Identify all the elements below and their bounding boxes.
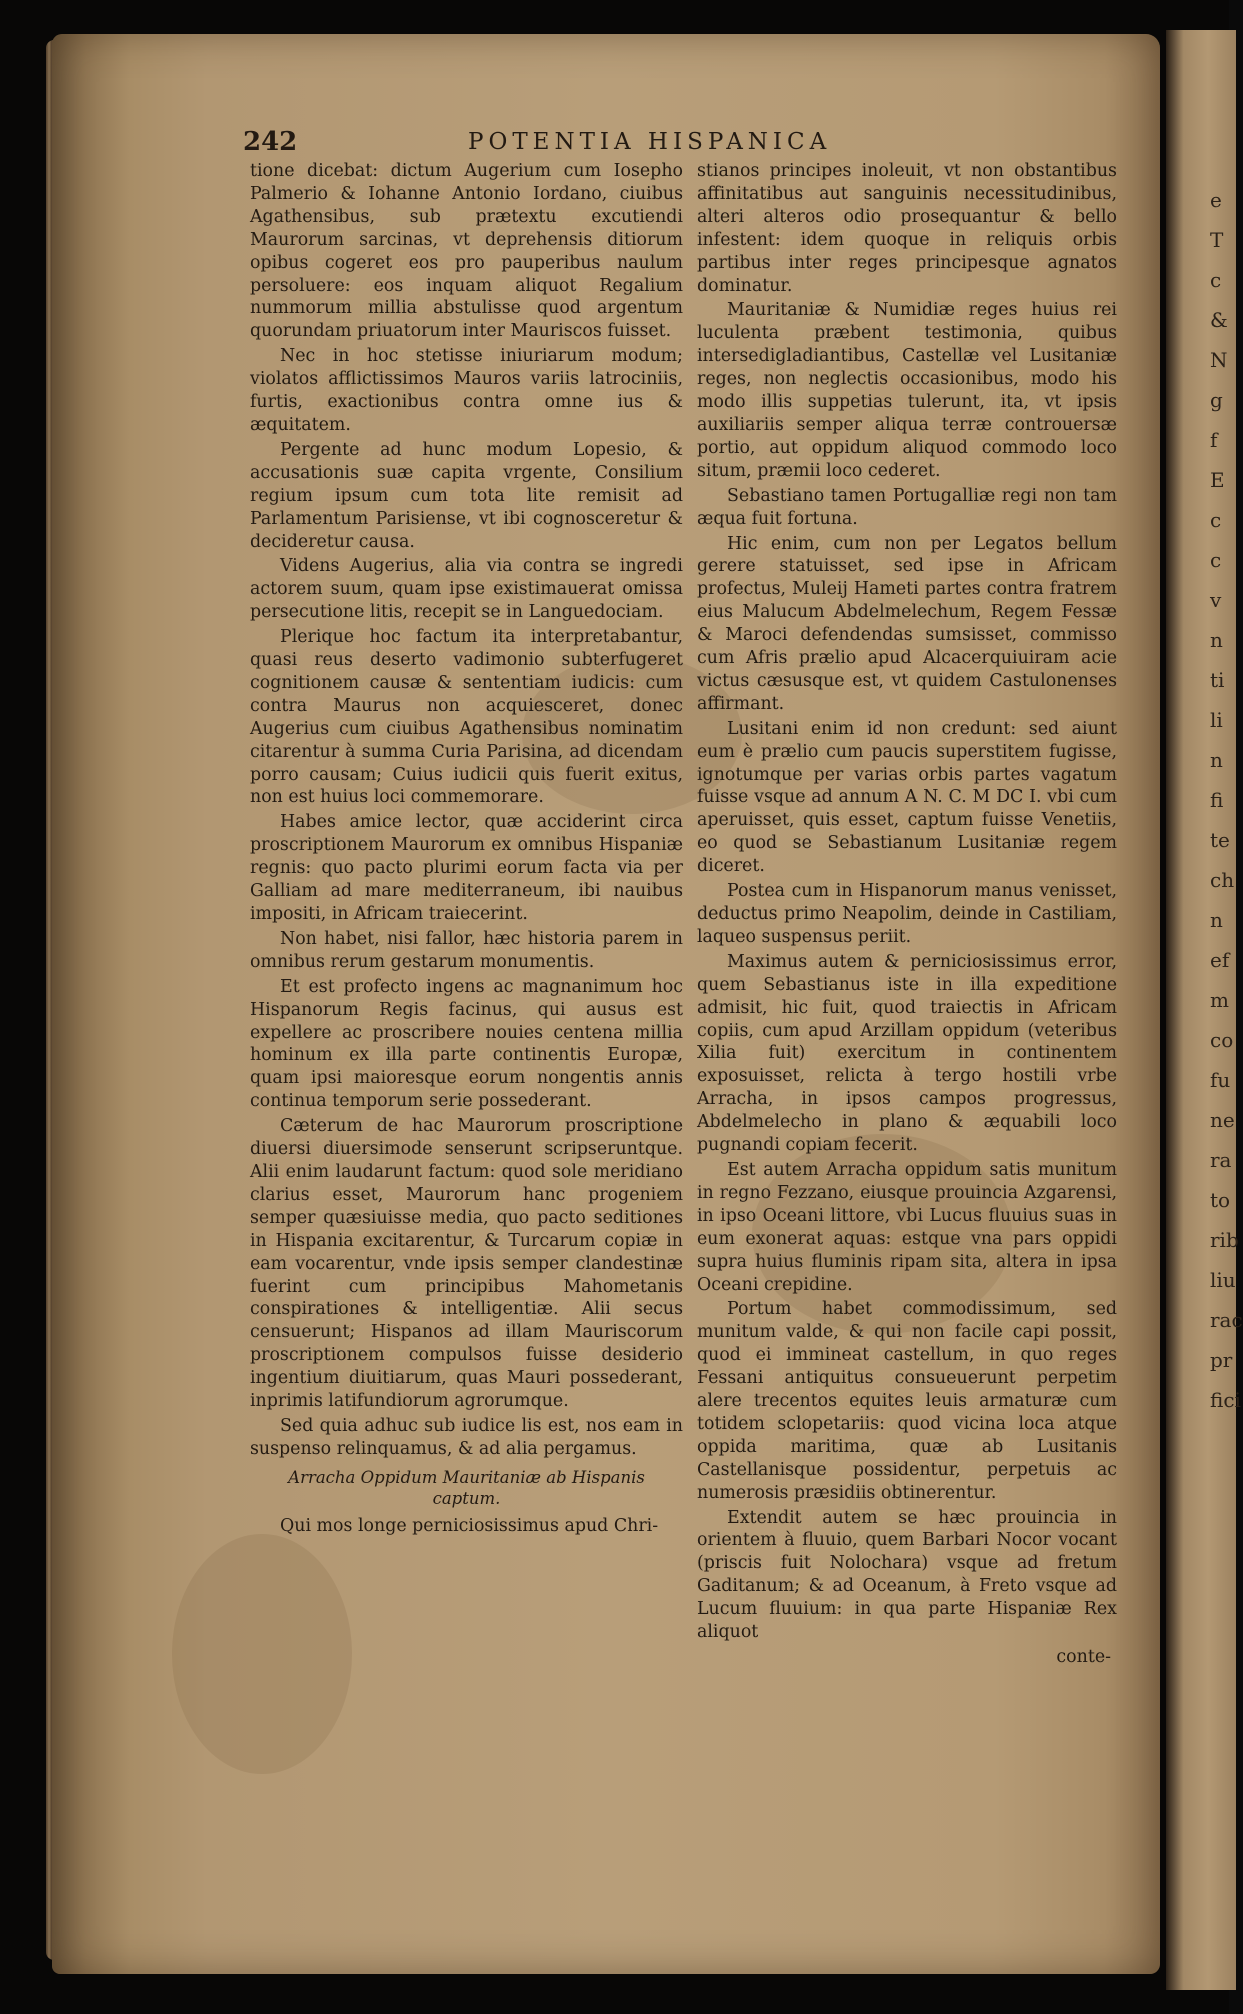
- paragraph: Est autem Arracha oppidum satis munitum in regno Fezzano, eiusque prouincia Azgarensi, in ipso Oceani littore, vbi Lucus fluuius suas in eum exonerat aquas: estque vna pars oppidi supra huius fluminis ripam sita, altera in ipsa Oceani crepidine.: [697, 1159, 1117, 1295]
- adjacent-page-glyph: v: [1210, 588, 1222, 612]
- paragraph: Postea cum in Hispanorum manus venisset, deductus primo Neapolim, deinde in Castiliam, laqueo suspensus periit.: [697, 881, 1117, 947]
- adjacent-page-glyph: E: [1210, 468, 1225, 492]
- adjacent-page-glyph: fu: [1210, 1068, 1231, 1092]
- adjacent-page-glyph: fici: [1210, 1388, 1241, 1412]
- adjacent-page-glyph: ef: [1210, 948, 1230, 972]
- paragraph: Et est profecto ingens ac magnanimum hoc Hispanorum Regis facinus, qui ausus est expellere ac proscribere nouies centena millia hominum ex illa parte continentis Europæ, quam ipsi maioresque eorum nongentis annis continua temporum serie possederant.: [250, 976, 683, 1112]
- adjacent-page-glyph: rac: [1210, 1308, 1243, 1332]
- adjacent-page-glyph: f: [1210, 428, 1218, 452]
- paragraph: Extendit autem se hæc prouincia in orientem à fluuio, quem Barbari Nocor vocant (priscis fuit Nolochara) vsque ad fretum Gaditanum; & ad Oceanum, à Freto vsque ad Lucum fluuium: in qua parte Hispaniæ Rex aliquot: [697, 1507, 1117, 1643]
- paragraph: tione dicebat: dictum Augerium cum Iosepho Palmerio & Iohanne Antonio Iordano, ciuibus Agathensibus, sub prætextu excutiendi Maurorum sarcinas, vt deprehensis ditiorum opibus cogeret eos pro pauperibus naulum persoluere: eos inquam aliquot Regalium nummorum millia abstulisse quod argentum quorundam priuatorum inter Mauriscos fuisset.: [250, 161, 683, 342]
- paragraph: Non habet, nisi fallor, hæc historia parem in omnibus rerum gestarum monumentis.: [250, 928, 683, 972]
- adjacent-page-glyph: ne: [1210, 1108, 1235, 1132]
- adjacent-page-glyph: &: [1210, 308, 1228, 332]
- running-head: [243, 127, 883, 163]
- adjacent-page-glyph: n: [1210, 628, 1223, 652]
- adjacent-page-glyph: ch: [1210, 868, 1235, 892]
- adjacent-page-text: [1210, 180, 1243, 1420]
- adjacent-page-glyph: c: [1210, 508, 1222, 532]
- right-column: [697, 160, 1117, 1669]
- adjacent-page-glyph: rib: [1210, 1228, 1239, 1252]
- adjacent-page-glyph: ra: [1210, 1148, 1232, 1172]
- paragraph: Videns Augerius, alia via contra se ingredi actorem suum, quam ipse existimauerat omissa persecutione litis, recepit se in Languedociam.: [250, 556, 683, 623]
- adjacent-page-glyph: n: [1210, 748, 1223, 772]
- adjacent-page-glyph: e: [1210, 188, 1222, 212]
- adjacent-page-glyph: g: [1210, 388, 1223, 412]
- adjacent-page-edge: [1166, 30, 1243, 1990]
- paragraph: Sebastiano tamen Portugalliæ regi non tam æqua fuit fortuna.: [697, 485, 1117, 529]
- paragraph: Portum habet commodissimum, sed munitum valde, & qui non facile capi possit, quod ei immineat castellum, in quo reges Fessani antiquitus consueuerunt perpetim alere trecentos equites leuis armaturæ cum totidem sclopetariis: quod vicina loca atque oppida maritima, quæ ab Lusitanis Castellanisque possidentur, perpetuis ac numerosis præsidiis obtinerentur.: [697, 1299, 1117, 1503]
- paragraph: Qui mos longe perniciosissimus apud Chri-: [280, 1515, 659, 1536]
- paragraph: Maximus autem & perniciosissimus error, quem Sebastianus iste in illa expeditione admisit, hic fuit, quod traiectis in Africam copiis, cum apud Arzillam oppidum (veteribus Xilia fuit) exercitum in continentem exposuisset, relicta à tergo hostili vrbe Arracha, in ipsos campos progressus, Abdelmelecho in plano & æquabili loco pugnandi copiam fecerit.: [697, 951, 1117, 1156]
- running-title: POTENTIA HISPANICA: [468, 129, 832, 155]
- catchword: conte-: [1056, 1647, 1111, 1667]
- paragraph: Plerique hoc factum ita interpretabantur, quasi reus deserto vadimonio subterfugeret cognitionem causæ & sententiam iudicis: cum contra Maurus non acquiesceret, donec Augerius cum ciuibus Agathensibus nominatim citarentur à summa Curia Parisina, ad dicendam porro causam; Cuius iudicii quis fuerit exitus, non est huius loci commemorare.: [250, 627, 683, 808]
- adjacent-page-glyph: N: [1210, 348, 1228, 372]
- section-heading: Arracha Oppidum Mauritaniæ ab Hispanis captum.: [288, 1467, 645, 1508]
- left-column: [250, 160, 683, 1540]
- paragraph: Sed quia adhuc sub iudice lis est, nos eam in suspenso relinquamus, & ad alia pergamus.: [250, 1415, 683, 1459]
- paragraph: Nec in hoc stetisse iniuriarum modum; violatos afflictissimos Mauros variis latrociniis, furtis, exactionibus contra omne ius & æquitatem.: [250, 346, 683, 435]
- paragraph: Mauritaniæ & Numidiæ reges huius rei luculenta præbent testimonia, quibus intersedigladiantibus, Castellæ vel Lusitaniæ reges, non neglectis occasionibus, modo his modo illis suppetias tulerunt, ita, vt ipsis auxiliariis semper aliqua terræ controuersæ portio, aut oppidum aliquod commodo loco situm, præmii loco cederet.: [697, 300, 1117, 481]
- paragraph: Lusitani enim id non credunt: sed aiunt eum è prælio cum paucis superstitem fugisse, ignotumque per varias orbis partes vagatum fuisse vsque ad annum A N. C. M DC I. vbi cum aperuisset, quis esset, captum fuisse Venetiis, eo quod se Sebastianum Lusitaniæ regem diceret.: [697, 718, 1117, 877]
- paper-stain: [172, 1534, 352, 1774]
- adjacent-page-glyph: ti: [1210, 668, 1225, 692]
- paragraph: Cæterum de hac Maurorum proscriptione diuersi diuersimode senserunt scripseruntque. Alii enim laudarunt factum: quod sole meridiano clarius esset, Maurorum hanc progeniem semper quæsiuisse media, quo pacto seditiones in Hispania excitarentur, & Turcarum copiæ in eam vocarentur, vnde ipsis semper clandestinæ fuerint cum principibus Mahometanis conspirationes & intelligentiæ. Alii secus censuerunt; Hispanos ad illam Mauriscorum proscriptionem compulsos fuisse desiderio ingentium diuitiarum, quas Mauri possederant, inprimis latifundiorum agrorumque.: [250, 1116, 683, 1412]
- adjacent-page-glyph: m: [1210, 988, 1229, 1012]
- adjacent-page-glyph: to: [1210, 1188, 1231, 1212]
- paragraph: Hic enim, cum non per Legatos bellum gerere statuisset, sed ipse in Africam profectus, Muleij Hameti partes contra fratrem eius Malucum Abdelmelechum, Regem Fessæ & Maroci defendendas sumsisset, commisso cum Afris prælio apud Alcacerquiuiram acie victus cæsusque est, vt quidem Castulonenses affirmant.: [697, 533, 1117, 714]
- adjacent-page-glyph: li: [1210, 708, 1223, 732]
- adjacent-page-glyph: pr: [1210, 1348, 1233, 1372]
- adjacent-page-glyph: fi: [1210, 788, 1224, 812]
- adjacent-page-glyph: co: [1210, 1028, 1234, 1052]
- adjacent-page-glyph: c: [1210, 548, 1222, 572]
- adjacent-page-glyph: te: [1210, 828, 1230, 852]
- adjacent-page-glyph: n: [1210, 908, 1223, 932]
- page-number: 242: [243, 127, 298, 157]
- adjacent-page-glyph: T: [1210, 228, 1224, 252]
- adjacent-page-glyph: liu: [1210, 1268, 1236, 1292]
- paragraph: Pergente ad hunc modum Lopesio, & accusationis suæ capita vrgente, Consilium regium ipsum cum tota lite remisit ad Parlamentum Parisiense, vt ibi cognosceretur & decideretur causa.: [250, 439, 683, 552]
- adjacent-page-glyph: c: [1210, 268, 1222, 292]
- paragraph: stianos principes inoleuit, vt non obstantibus affinitatibus aut sanguinis necessitudinibus, alteri alteros odio prosequantur & bello infestent: idem quoque in reliquis orbis partibus inter reges principesque agnatos dominatur.: [697, 161, 1117, 296]
- paragraph: Habes amice lector, quæ acciderint circa proscriptionem Maurorum ex omnibus Hispaniæ regnis: quo pacto plurimi eorum facta via per Galliam ad mare mediterraneum, ibi nauibus impositi, in Africam traiecerint.: [250, 812, 683, 924]
